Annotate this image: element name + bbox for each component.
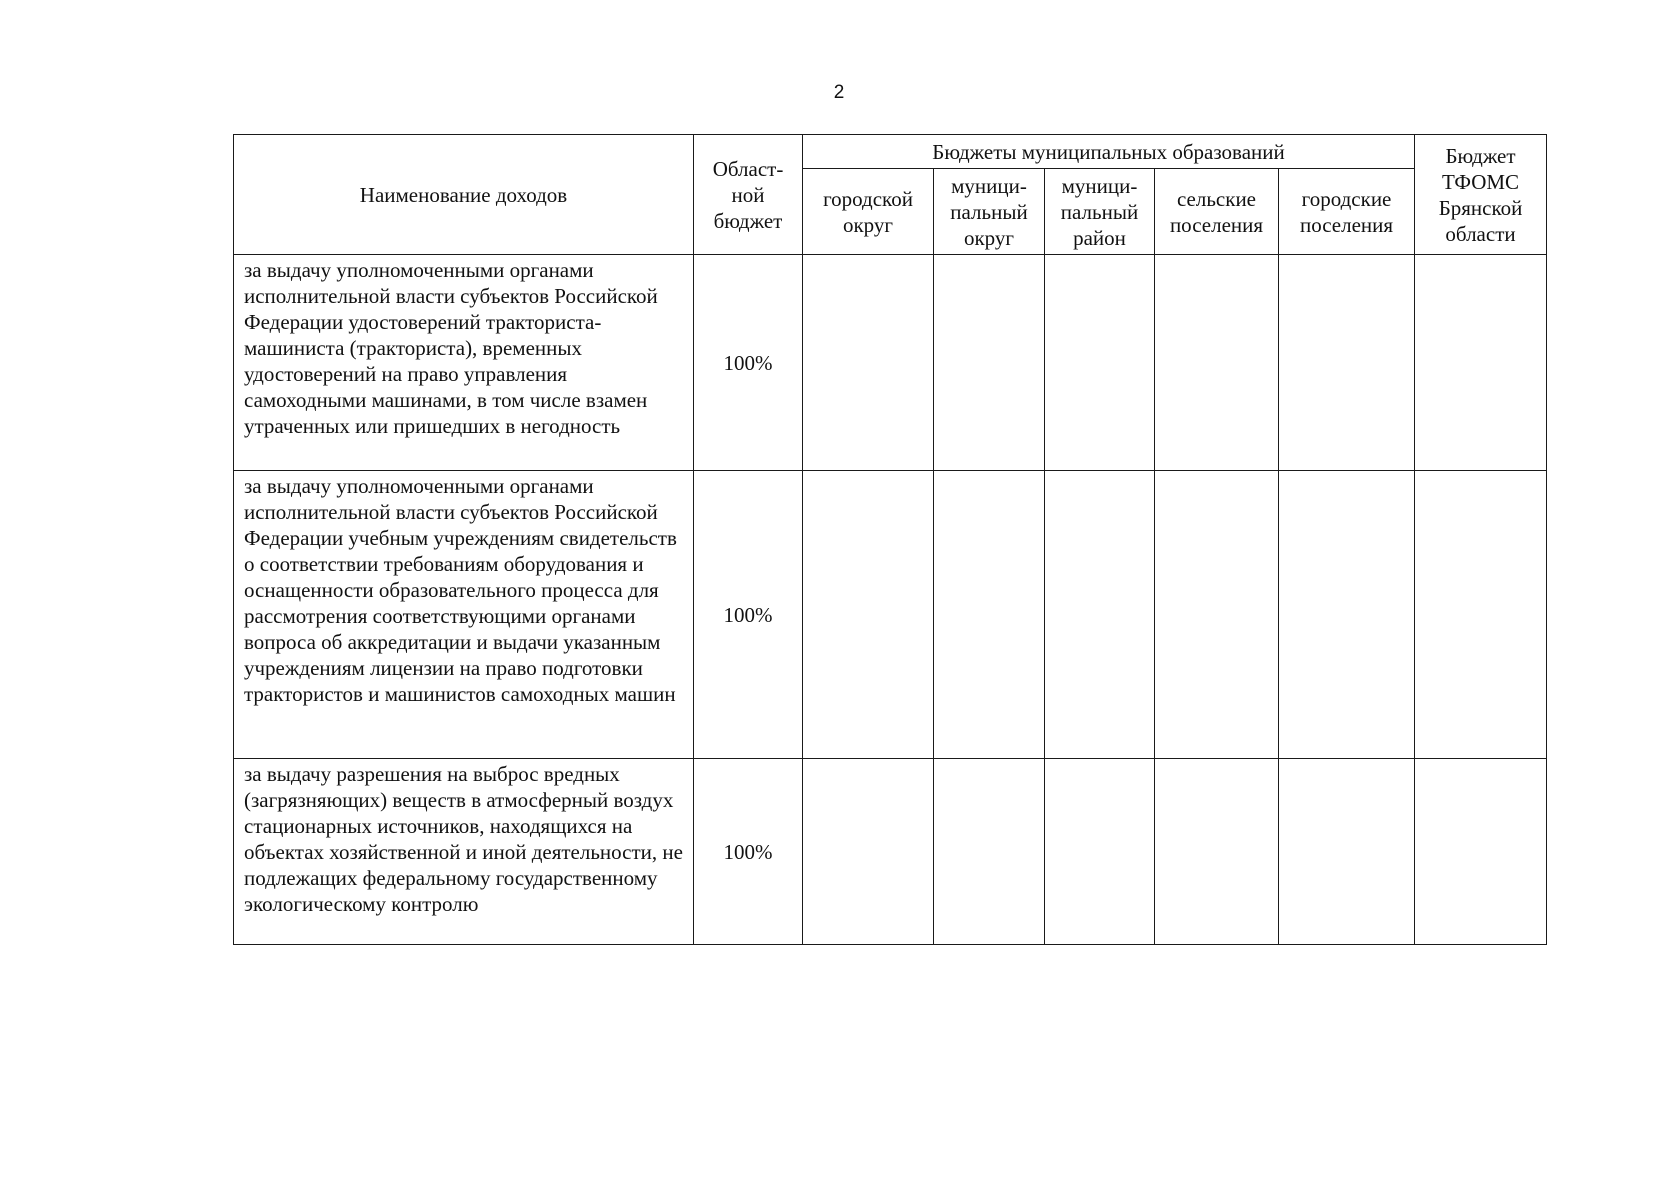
urban-settlements-cell <box>1279 255 1415 471</box>
tfoms-cell <box>1415 759 1547 945</box>
revenue-distribution-table <box>233 134 1547 945</box>
municipal-rayon-cell <box>1045 759 1155 945</box>
regional-share-cell: 100% <box>694 759 803 945</box>
regional-share-cell: 100% <box>694 471 803 759</box>
municipal-rayon-cell <box>1045 255 1155 471</box>
table-row <box>234 471 1547 759</box>
header-rural-settlements: сельские поселения <box>1155 169 1279 255</box>
rural-settlements-cell <box>1155 255 1279 471</box>
header-revenue-name: Наименование доходов <box>234 135 694 255</box>
header-tfoms-budget: Бюджет ТФОМС Брянской области <box>1415 135 1547 255</box>
table-row <box>234 759 1547 945</box>
city-district-cell <box>803 471 934 759</box>
revenue-name-cell: за выдачу разрешения на выброс вредных (загрязняющих) веществ в атмосферный воздух стационарных источников, находящихся на объектах хозяйственной и иной деятельности, не подлежащих федеральному государственному экологическому контролю <box>234 759 694 945</box>
tfoms-cell <box>1415 471 1547 759</box>
header-regional-budget: Област- ной бюджет <box>694 135 803 255</box>
page-number: 2 <box>833 82 845 103</box>
municipal-okrug-cell <box>934 471 1045 759</box>
header-municipal-budgets: Бюджеты муниципальных образований <box>803 135 1415 169</box>
revenue-name-cell: за выдачу уполномоченными органами исполнительной власти субъектов Российской Федерации учебным учреждениям свидетельств о соответствии требованиям оборудования и оснащенности образовательного процесса для рассмотрения соответствующими органами вопроса об аккредитации и выдачи указанным учреждениям лицензии на право подготовки трактористов и машинистов самоходных машин <box>234 471 694 759</box>
tfoms-cell <box>1415 255 1547 471</box>
table-row <box>234 255 1547 471</box>
header-urban-settlements: городские поселения <box>1279 169 1415 255</box>
urban-settlements-cell <box>1279 471 1415 759</box>
city-district-cell <box>803 255 934 471</box>
rural-settlements-cell <box>1155 471 1279 759</box>
municipal-okrug-cell <box>934 255 1045 471</box>
header-municipal-okrug: муници- пальный округ <box>934 169 1045 255</box>
header-municipal-rayon: муници- пальный район <box>1045 169 1155 255</box>
regional-share-cell: 100% <box>694 255 803 471</box>
header-city-district: городской округ <box>803 169 934 255</box>
municipal-okrug-cell <box>934 759 1045 945</box>
revenue-name-cell: за выдачу уполномоченными органами исполнительной власти субъектов Российской Федерации удостоверений тракториста-машиниста (тракториста), временных удостоверений на право управления самоходными машинами, в том числе взамен утраченных или пришедших в негодность <box>234 255 694 471</box>
urban-settlements-cell <box>1279 759 1415 945</box>
municipal-rayon-cell <box>1045 471 1155 759</box>
rural-settlements-cell <box>1155 759 1279 945</box>
city-district-cell <box>803 759 934 945</box>
